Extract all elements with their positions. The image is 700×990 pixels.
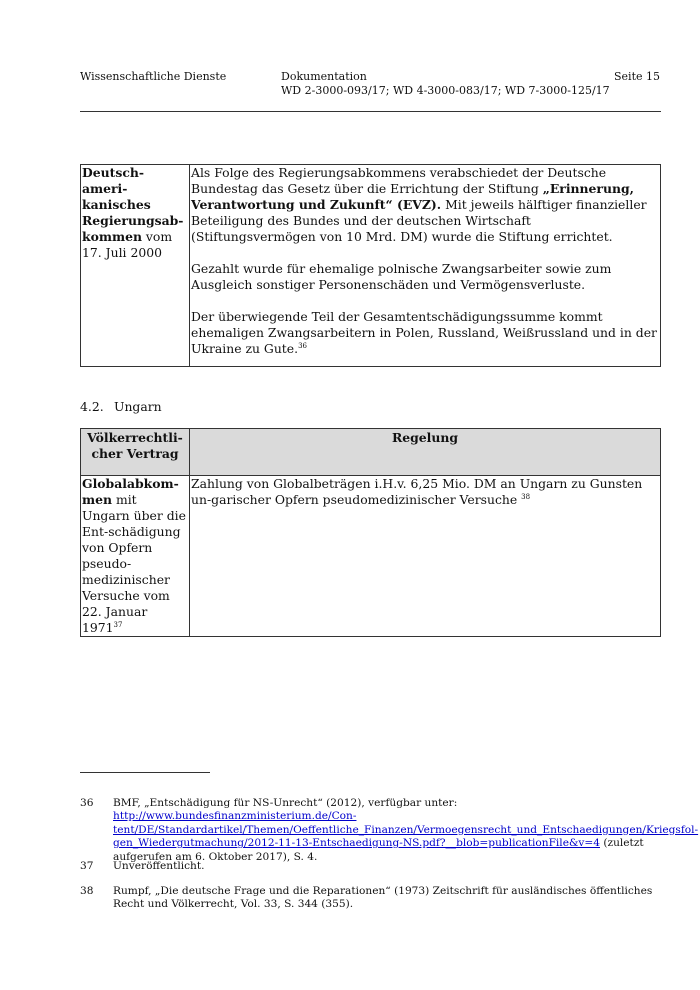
agreement-table-hungary bbox=[80, 428, 661, 637]
footnote: 37 Unveröffentlicht. bbox=[80, 860, 205, 872]
treaty-name: Deutsch-ameri-kanisches Regierungsab-kommen bbox=[82, 165, 184, 244]
regulation-paragraph: Als Folge des Regierungsabkommens verabschiedet der Deutsche Bundestag das Gesetz über die Errichtung der Stiftung „Erinnerung, Verantwortung und Zukunft“ (EVZ). Mit jeweils hälftiger finanzieller Beteiligung des Bundes und der deutschen Wirtschaft (Stiftungsvermögen von 10 Mrd. DM) wurde die Stiftung errichtet. bbox=[191, 165, 647, 244]
treaty-name: Globalabkom-men bbox=[82, 476, 179, 507]
header-doc-numbers: WD 2-3000-093/17; WD 4-3000-083/17; WD 7-3000-125/17 bbox=[281, 84, 610, 97]
treaty-date: vom 17. Juli 2000 bbox=[82, 229, 173, 260]
footnote-number: 38 bbox=[80, 885, 94, 897]
treaty-cell bbox=[81, 476, 190, 637]
table-row bbox=[81, 476, 661, 637]
footnote-number: 37 bbox=[80, 860, 94, 872]
header-page-number: Seite 15 bbox=[614, 70, 660, 83]
footnote: 36 BMF, „Entschädigung für NS-Unrecht“ (2012), verfügbar unter: http://www.bundesfinanzministerium.de/Con-tent/DE/Standardartikel/Themen/Oeffentliche_Finanzen/Vermoegensrecht_und_Entschaedigungen/Kriegsfol-gen_Wiedergutmachung/2012-11-13-Entschaedigung-NS.pdf?__blob=publicationFile&v=4 (zuletzt aufgerufen am 6. Oktober 2017), S. 4. bbox=[80, 797, 699, 863]
section-heading bbox=[80, 399, 162, 414]
column-header-regulation: Regelung bbox=[190, 429, 661, 476]
footnote: 38 Rumpf, „Die deutsche Frage und die Reparationen“ (1973) Zeitschrift für ausländisches öffentliches Recht und Völkerrecht, Vol. 33, S. 344 (355). bbox=[80, 885, 653, 911]
regulation-cell bbox=[190, 165, 661, 367]
footnote-divider bbox=[80, 772, 210, 773]
agreement-table-usa bbox=[80, 164, 661, 367]
section-title: Ungarn bbox=[114, 399, 162, 414]
column-header-treaty: Völkerrechtli-cher Vertrag bbox=[81, 429, 190, 476]
treaty-description: mit Ungarn über die Ent-schädigung von Opfern pseudo-medizinischer Versuche vom 22. Januar 1971 bbox=[82, 492, 186, 635]
regulation-paragraph: Gezahlt wurde für ehemalige polnische Zwangsarbeiter sowie zum Ausgleich sonstiger Personenschäden und Vermögensverluste. bbox=[191, 261, 612, 292]
regulation-paragraph: Der überwiegende Teil der Gesamtentschädigungssumme kommt ehemaligen Zwangsarbeitern in Polen, Russland, Weißrussland und in der Ukraine zu Gute.$^{36}$ bbox=[191, 309, 657, 356]
footnote-ref[interactable]: 36 bbox=[298, 341, 307, 350]
foundation-name: „Erinnerung, Verantwortung und Zukunft“ (EVZ). bbox=[191, 181, 634, 212]
section-number: 4.2. bbox=[80, 399, 104, 414]
treaty-cell bbox=[81, 165, 190, 367]
footnote-link[interactable]: http://www.bundesfinanzministerium.de/Con-tent/DE/Standardartikel/Themen/Oeffentliche_Finanzen/Vermoegensrecht_und_Entschaedigungen/Kriegsfol-gen_Wiedergutmachung/2012-11-13-Entschaedigung-NS.pdf?__blob=publicationFile&v=4 bbox=[113, 810, 699, 850]
header-doc-info bbox=[281, 70, 610, 98]
footnote-number: 36 bbox=[80, 797, 94, 809]
table-header-row bbox=[81, 429, 661, 476]
footnote-ref[interactable]: 38 bbox=[521, 492, 531, 501]
regulation-cell: Zahlung von Globalbeträgen i.H.v. 6,25 Mio. DM an Ungarn zu Gunsten un-garischer Opfern pseudomedizinischer Versuche $^{38}$ bbox=[190, 476, 661, 637]
header-institution: Wissenschaftliche Dienste bbox=[80, 70, 227, 83]
header-doc-type: Dokumentation bbox=[281, 70, 367, 83]
header-divider bbox=[80, 111, 661, 112]
table-row bbox=[81, 165, 661, 367]
footnote-ref[interactable]: 37 bbox=[113, 620, 123, 629]
